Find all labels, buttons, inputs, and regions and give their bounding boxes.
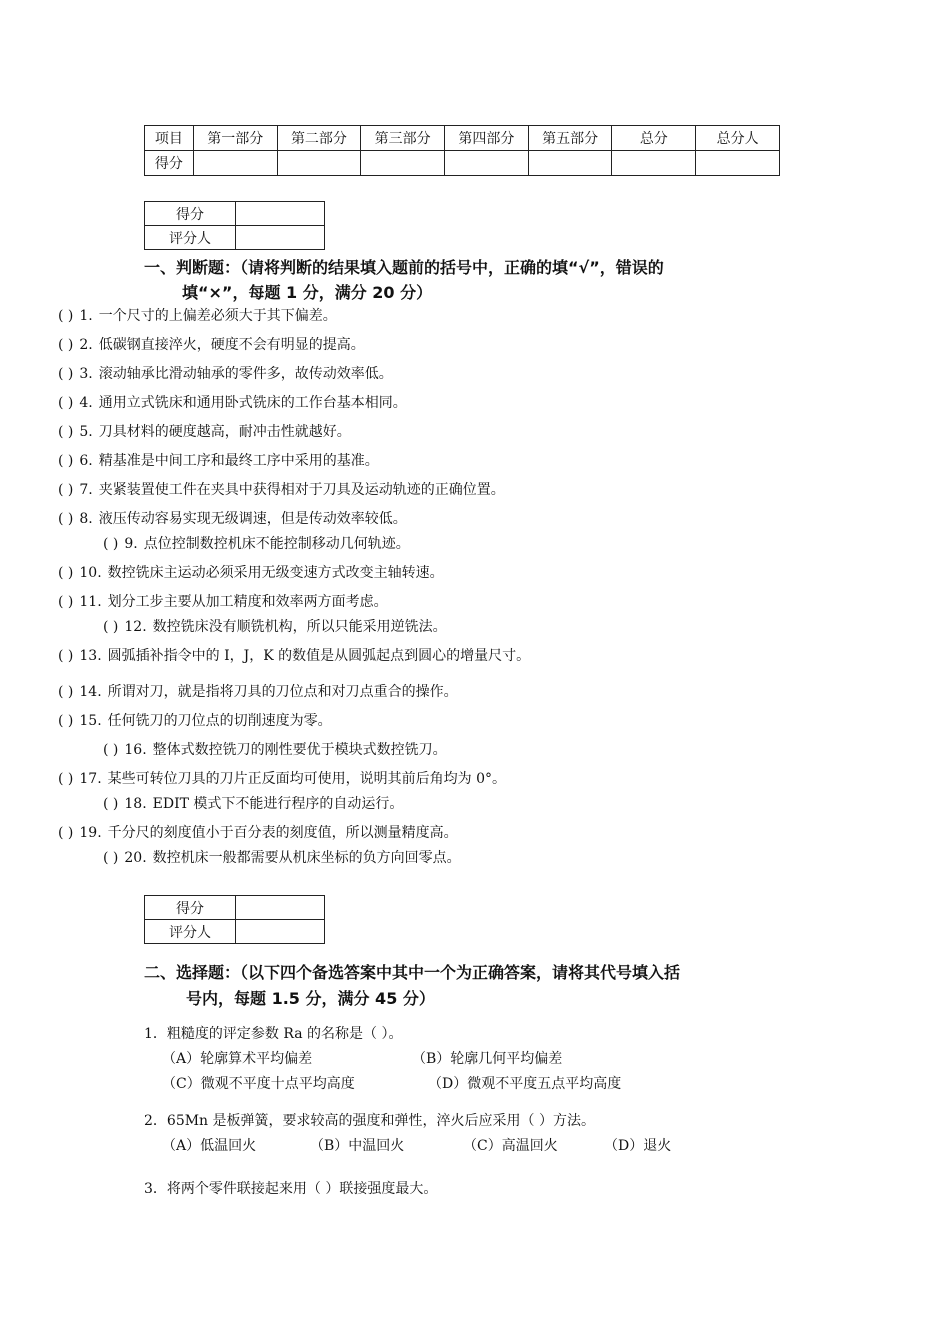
question-text: 整体式数控铣刀的刚性要优于模块式数控铣刀。 [152, 742, 447, 758]
header-cell: 总分人 [696, 126, 780, 151]
option-c: （C）高温回火 [463, 1138, 558, 1154]
score-table-score-row [145, 151, 780, 176]
question-text: 点位控制数控机床不能控制移动几何轨迹。 [143, 536, 410, 552]
question-number: 14. [79, 684, 102, 700]
question-number: 6. [79, 453, 93, 469]
answer-bracket[interactable]: ( ) [58, 684, 74, 700]
grader-cell[interactable] [236, 920, 325, 944]
answer-bracket[interactable]: ( ) [58, 648, 74, 664]
judgement-question [58, 480, 505, 500]
header-cell: 第一部分 [193, 126, 277, 151]
question-number: 2. [79, 337, 93, 353]
score-cell[interactable] [361, 151, 445, 176]
question-number: 17. [79, 771, 102, 787]
score-cell[interactable] [696, 151, 780, 176]
question-number: 13. [79, 648, 102, 664]
score-label: 得分 [145, 202, 236, 226]
answer-bracket[interactable]: ( ) [58, 565, 74, 581]
answer-bracket[interactable]: ( ) [58, 308, 74, 324]
judgement-question [58, 509, 407, 529]
option-a: （A）轮廓算术平均偏差 [162, 1051, 313, 1067]
answer-bracket[interactable]: ( ) [103, 742, 119, 758]
question-text: 千分尺的刻度值小于百分表的刻度值，所以测量精度高。 [107, 825, 458, 841]
answer-bracket[interactable]: ( ) [58, 511, 74, 527]
judgement-question [58, 682, 458, 702]
answer-bracket[interactable]: ( ) [58, 395, 74, 411]
grader-box [144, 201, 325, 250]
question-number: 15. [79, 713, 102, 729]
answer-bracket[interactable]: ( ) [103, 796, 119, 812]
judgement-question [103, 794, 403, 814]
question-text: 划分工步主要从加工精度和效率两方面考虑。 [107, 594, 388, 610]
question-text: 液压传动容易实现无级调速，但是传动效率较低。 [98, 511, 407, 527]
grader-label: 评分人 [145, 226, 236, 250]
question-text: 一个尺寸的上偏差必须大于其下偏差。 [98, 308, 337, 324]
question-text: 所谓对刀，就是指将刀具的刀位点和对刀点重合的操作。 [107, 684, 458, 700]
section2-title-line2: 号内，每题 1.5 分，满分 45 分） [186, 989, 435, 1008]
answer-bracket[interactable]: ( ) [58, 594, 74, 610]
judgement-question [58, 592, 388, 612]
question-text: 数控铣床没有顺铣机构，所以只能采用逆铣法。 [152, 619, 447, 635]
option-d: （D）微观不平度五点平均高度 [428, 1076, 622, 1092]
choice-question-1: 1．粗糙度的评定参数 Ra 的名称是（ ）。 [144, 1026, 403, 1042]
option-a: （A）低温回火 [162, 1138, 257, 1154]
judgement-question [58, 422, 351, 442]
judgement-question [103, 534, 410, 554]
answer-bracket[interactable]: ( ) [58, 424, 74, 440]
answer-bracket[interactable]: ( ) [58, 453, 74, 469]
score-cell[interactable] [445, 151, 529, 176]
score-cell[interactable] [236, 896, 325, 920]
score-table-header-row [145, 126, 780, 151]
grader-box [144, 895, 325, 944]
judgement-question [58, 335, 365, 355]
question-number: 19. [79, 825, 102, 841]
header-cell: 第五部分 [528, 126, 612, 151]
question-number: 1. [79, 308, 93, 324]
question-text: 通用立式铣床和通用卧式铣床的工作台基本相同。 [98, 395, 407, 411]
score-cell[interactable] [277, 151, 361, 176]
judgement-question [58, 823, 458, 843]
question-text: 低碳钢直接淬火，硬度不会有明显的提高。 [98, 337, 365, 353]
answer-bracket[interactable]: ( ) [58, 482, 74, 498]
score-cell[interactable] [528, 151, 612, 176]
judgement-question [103, 617, 447, 637]
section1-title-line2: 填“×”，每题 1 分，满分 20 分） [182, 283, 433, 302]
section2-title-line1: 二、选择题：（以下四个备选答案中其中一个为正确答案，请将其代号填入括 [144, 963, 681, 982]
header-cell: 总分 [612, 126, 696, 151]
judgement-question [58, 646, 530, 666]
judgement-question [58, 393, 407, 413]
choice-question-3: 3．将两个零件联接起来用（ ）联接强度最大。 [144, 1181, 438, 1197]
question-number: 5. [79, 424, 93, 440]
header-cell: 第二部分 [277, 126, 361, 151]
answer-bracket[interactable]: ( ) [58, 771, 74, 787]
question-number: 16. [124, 742, 147, 758]
question-number: 7. [79, 482, 93, 498]
grader-cell[interactable] [236, 226, 325, 250]
judgement-question [58, 711, 332, 731]
question-number: 9. [124, 536, 138, 552]
option-b: （B）轮廓几何平均偏差 [412, 1051, 563, 1067]
question-number: 12. [124, 619, 147, 635]
row-label: 得分 [145, 151, 194, 176]
question-number: 20. [124, 850, 147, 866]
answer-bracket[interactable]: ( ) [58, 713, 74, 729]
judgement-question [58, 451, 379, 471]
question-text: EDIT 模式下不能进行程序的自动运行。 [152, 796, 404, 812]
answer-bracket[interactable]: ( ) [58, 825, 74, 841]
question-number: 18. [124, 796, 147, 812]
question-text: 圆弧插补指令中的 I，J，K 的数值是从圆弧起点到圆心的增量尺寸。 [107, 648, 531, 664]
question-number: 8. [79, 511, 93, 527]
question-text: 数控铣床主运动必须采用无级变速方式改变主轴转速。 [107, 565, 444, 581]
option-d: （D）退火 [604, 1138, 672, 1154]
judgement-question [58, 563, 444, 583]
header-cell: 第三部分 [361, 126, 445, 151]
section1-title-line1: 一、判断题：（请将判断的结果填入题前的括号中，正确的填“√”，错误的 [144, 258, 664, 277]
score-table [144, 125, 780, 176]
question-text: 精基准是中间工序和最终工序中采用的基准。 [98, 453, 379, 469]
question-text: 夹紧装置使工件在夹具中获得相对于刀具及运动轨迹的正确位置。 [98, 482, 505, 498]
choice-question-2: 2．65Mn 是板弹簧，要求较高的强度和弹性，淬火后应采用（ ）方法。 [144, 1113, 595, 1129]
question-text: 刀具材料的硬度越高，耐冲击性就越好。 [98, 424, 351, 440]
grader-label: 评分人 [145, 920, 236, 944]
question-number: 11. [79, 594, 102, 610]
question-text: 任何铣刀的刀位点的切削速度为零。 [107, 713, 332, 729]
answer-bracket[interactable]: ( ) [58, 366, 74, 382]
judgement-question [103, 740, 447, 760]
question-number: 10. [79, 565, 102, 581]
judgement-question [58, 364, 393, 384]
answer-bracket[interactable]: ( ) [103, 536, 119, 552]
header-cell: 项目 [145, 126, 194, 151]
question-number: 4. [79, 395, 93, 411]
option-c: （C）微观不平度十点平均高度 [162, 1076, 355, 1092]
judgement-question [58, 769, 506, 789]
question-number: 3. [79, 366, 93, 382]
score-cell[interactable] [236, 202, 325, 226]
question-text: 数控机床一般都需要从机床坐标的负方向回零点。 [152, 850, 461, 866]
answer-bracket[interactable]: ( ) [58, 337, 74, 353]
judgement-question [58, 306, 337, 326]
question-text: 某些可转位刀具的刀片正反面均可使用，说明其前后角均为 0°。 [107, 771, 506, 787]
judgement-question [103, 848, 461, 868]
answer-bracket[interactable]: ( ) [103, 850, 119, 866]
question-text: 滚动轴承比滑动轴承的零件多，故传动效率低。 [98, 366, 393, 382]
option-b: （B）中温回火 [310, 1138, 405, 1154]
score-label: 得分 [145, 896, 236, 920]
header-cell: 第四部分 [445, 126, 529, 151]
score-cell[interactable] [193, 151, 277, 176]
answer-bracket[interactable]: ( ) [103, 619, 119, 635]
score-cell[interactable] [612, 151, 696, 176]
